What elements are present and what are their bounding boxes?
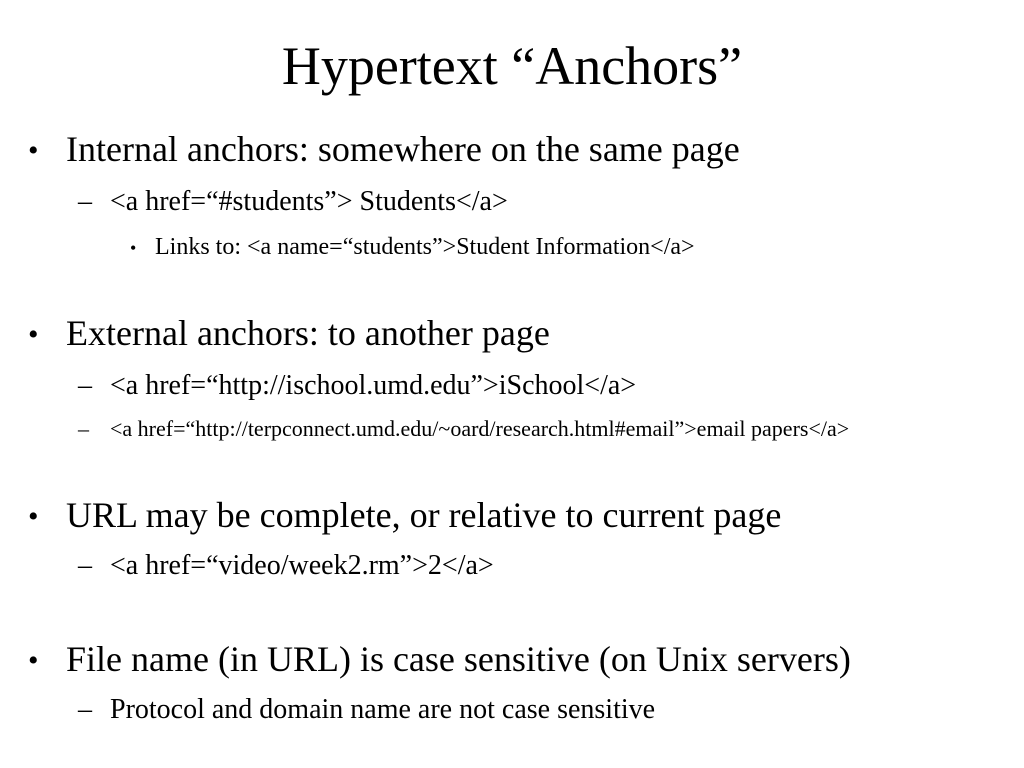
bullet-text: URL may be complete, or relative to current page: [66, 495, 782, 535]
bullet-icon: •: [130, 238, 137, 258]
dash-icon: –: [78, 550, 92, 581]
slide-title: Hypertext “Anchors”: [281, 36, 743, 96]
subbullet-text: <a href=“http://terpconnect.umd.edu/~oard/research.html#email”>email papers</a>: [110, 416, 850, 441]
dash-icon: –: [78, 694, 92, 725]
subbullet-text: Protocol and domain name are not case sensitive: [110, 694, 656, 725]
subbullet-text: <a href=“video/week2.rm”>2</a>: [110, 550, 494, 581]
bullet-icon: •: [28, 134, 39, 167]
dash-icon: –: [78, 370, 92, 401]
bullet-icon: •: [28, 500, 39, 533]
bullet-text: Internal anchors: somewhere on the same page: [66, 129, 740, 169]
bullet-text: File name (in URL) is case sensitive (on Unix servers): [66, 639, 851, 679]
bullet-icon: •: [28, 644, 39, 677]
subbullet-text: <a href=“http://ischool.umd.edu”>iSchool</a>: [110, 370, 637, 401]
subsubbullet-text: Links to: <a name=“students”>Student Information</a>: [155, 234, 695, 260]
bullet-icon: •: [28, 318, 39, 351]
dash-icon: –: [78, 416, 89, 441]
bullet-text: External anchors: to another page: [66, 313, 550, 353]
dash-icon: –: [78, 186, 92, 217]
subbullet-text: <a href=“#students”> Students</a>: [110, 186, 508, 217]
